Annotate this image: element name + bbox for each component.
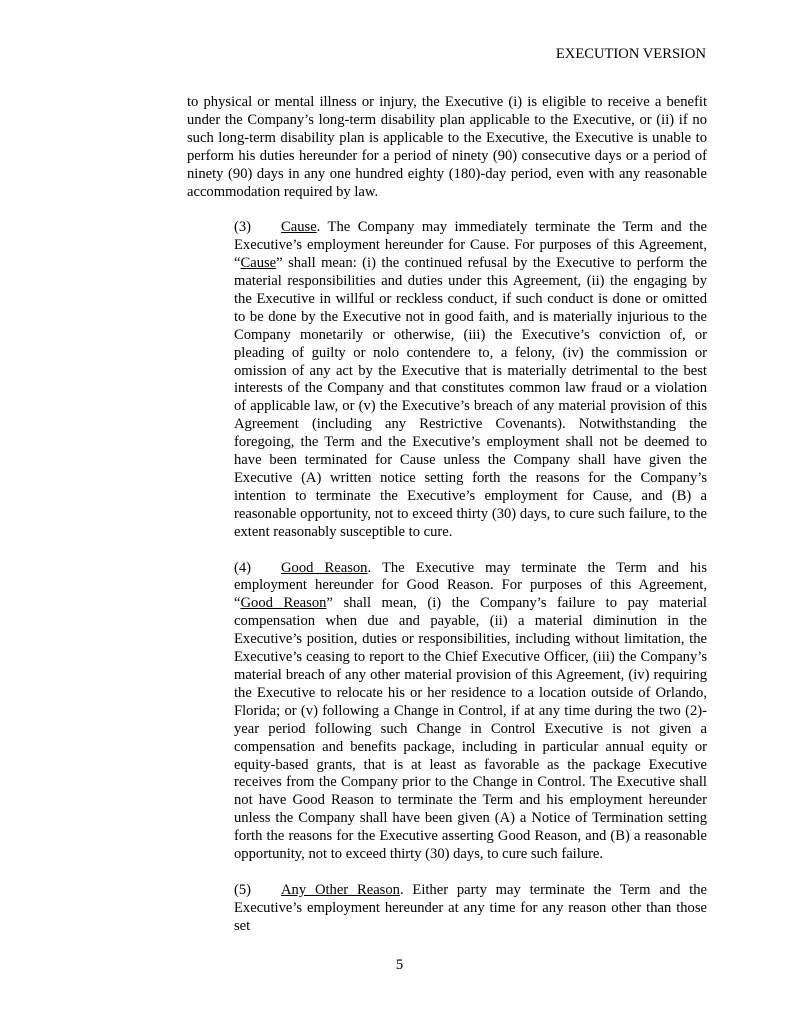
good-reason-number: (4) bbox=[234, 559, 252, 576]
cause-text-2: ” shall mean: (i) the continued refusal by the Executive to perform the material responsibilities and duties under this Agreement, (ii) the engaging by the Executive in willful or reckless conduct, if such conduct is done or omitted to be done by the Executive not in good faith, and is materially injurious to the Company monetarily or otherwise, (iii) the Executive’s conviction of, or pleading of guilty or nolo contendere to, a felony, (iv) the commission or omission of any act by the Executive that is materially detrimental to the best interests of the Company and that constitutes common law fraud or a violation of applicable law, or (v) the Executive’s breach of any material provision of this Agreement (including any Restrictive Covenants). Notwithstanding the foregoing, the Term and the Executive’s employment shall not be deemed to have been terminated for Cause unless the Company shall have given the Executive (A) written notice setting forth the reasons for the Company’s intention to terminate the Executive’s employment for Cause, and (B) a reasonable opportunity, not to exceed thirty (30) days, to cure such failure, to the extent reasonably susceptible to cure. bbox=[234, 255, 707, 540]
cause-text-1: . The Company may immediately terminate the Term and the Executive’s employment hereunder for Cause. For purposes of this Agreement, “ bbox=[234, 219, 707, 272]
good-reason-paragraph bbox=[187, 560, 707, 864]
disability-paragraph: to physical or mental illness or injury, the Executive (i) is eligible to receive a benefit under the Company’s long-term disability plan applicable to the Executive, or (ii) if no such long-term disability plan is applicable to the Executive, the Executive is unable to perform his duties hereunder for a period of ninety (90) consecutive days or a period of ninety (90) days in any one hundred eighty (180)-day period, even with any reasonable accommodation required by law. bbox=[187, 94, 707, 200]
page-number: 5 bbox=[395, 957, 404, 973]
other-reason-heading: Any Other Reason bbox=[281, 881, 400, 898]
cause-defined-term: Cause bbox=[240, 255, 277, 272]
good-reason-heading: Good Reason bbox=[281, 559, 368, 576]
document-body bbox=[187, 94, 707, 953]
cause-paragraph bbox=[187, 219, 707, 541]
good-reason-text-2: ” shall mean, (i) the Company’s failure to pay material compensation when due and payable, (ii) a material diminution in the Executive’s position, duties or responsibilities, including without limitation, the Executive’s ceasing to report to the Chief Executive Officer, (iii) the Company’s material breach of any other material provision of this Agreement, (iv) requiring the Executive to relocate his or her residence to a location outside of Orlando, Florida; or (v) following a Change in Control, if at any time during the two (2)-year period following such Change in Control Executive is not given a compensation and benefits package, including in particular annual equity or equity-based grants, that is at least as favorable as the package Executive receives from the Company prior to the Change in Control. The Executive shall not have Good Reason to terminate the Term and his employment hereunder unless the Company shall have been given (A) a Notice of Termination setting forth the reasons for the Executive asserting Good Reason, and (B) a reasonable opportunity, not to exceed thirty (30) days, to cure such failure. bbox=[234, 595, 707, 863]
other-reason-paragraph bbox=[187, 882, 707, 936]
good-reason-defined-term: Good Reason bbox=[240, 595, 327, 612]
cause-number: (3) bbox=[234, 219, 252, 236]
cause-heading: Cause bbox=[281, 219, 317, 236]
good-reason-text-1: . The Executive may terminate the Term and his employment hereunder for Good Reason. For purposes of this Agreement, “ bbox=[234, 559, 708, 612]
execution-version-header: EXECUTION VERSION bbox=[555, 46, 706, 62]
other-reason-number: (5) bbox=[234, 881, 252, 898]
other-reason-text-1: . Either party may terminate the Term and the Executive’s employment hereunder at any time for any reason other than those set bbox=[234, 881, 707, 934]
